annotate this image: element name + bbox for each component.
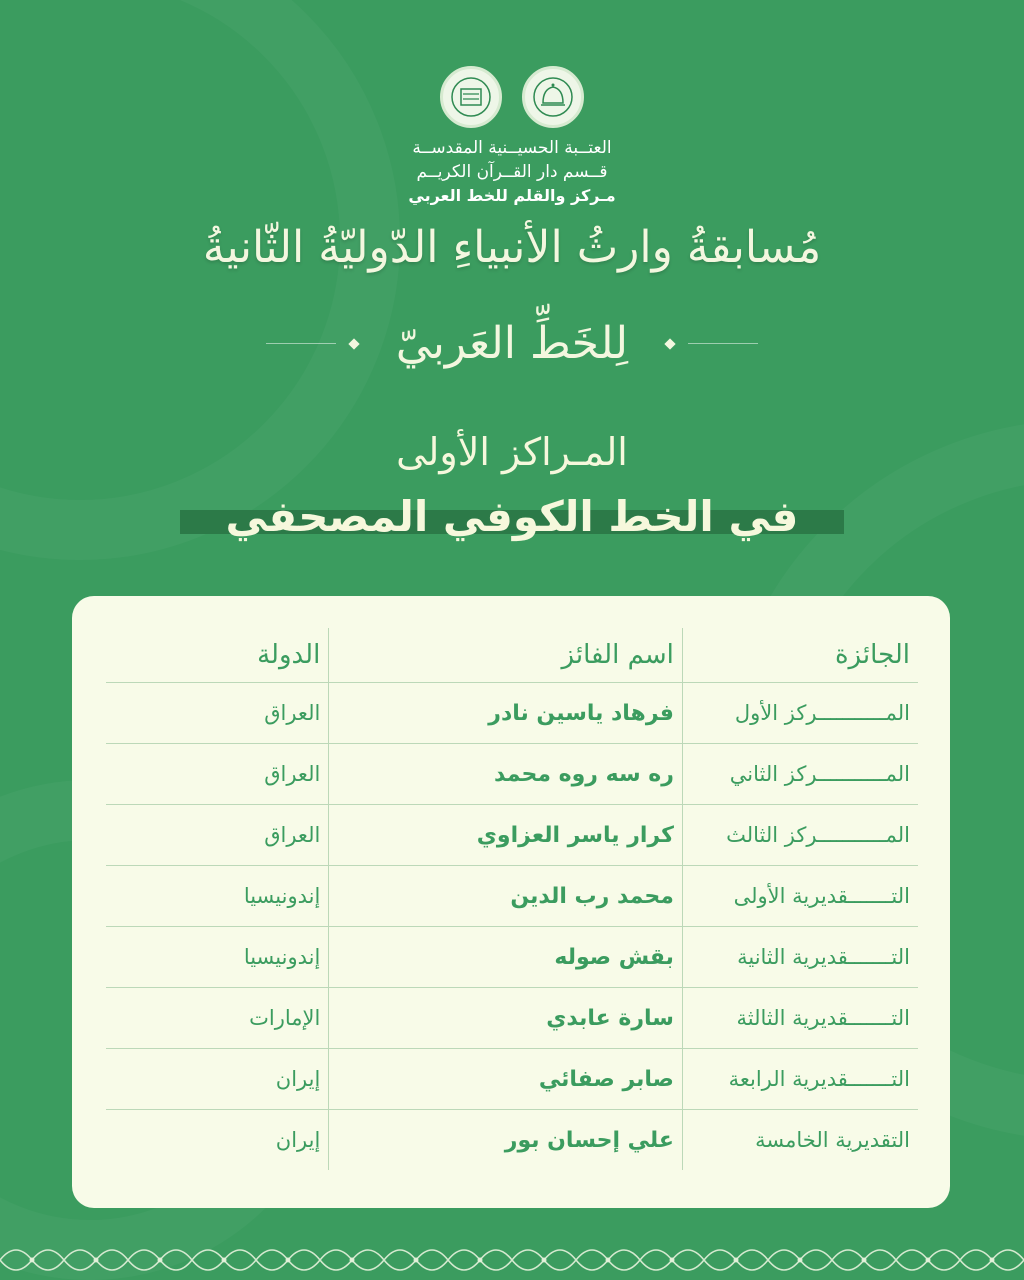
winner-cell: فرهاد ياسين نادر [329, 683, 683, 744]
table-row [106, 927, 918, 988]
winner-cell: سارة عابدي [329, 988, 683, 1049]
logo-row [0, 66, 1024, 128]
column-header-country: الدولة [106, 628, 329, 683]
country-cell: إيران [106, 1049, 329, 1110]
country-cell: العراق [106, 683, 329, 744]
winner-cell: كرار ياسر العزاوي [329, 805, 683, 866]
country-cell: الإمارات [106, 988, 329, 1049]
country-cell: إيران [275, 1128, 321, 1152]
prize-cell: التـــــــقديرية الثانية [682, 927, 918, 988]
table-row [106, 683, 918, 744]
prize-cell: التـــــــقديرية الرابعة [682, 1049, 918, 1110]
prize-cell: المـــــــــــركز الأول [682, 683, 918, 744]
column-header-prize: الجائزة [682, 628, 918, 683]
calligraphy-seal-icon [440, 66, 502, 128]
divider-line [266, 343, 336, 344]
prize-cell: المـــــــــــركز الثالث [682, 805, 918, 866]
competition-subtitle: لِلخَطِّ العَربيّ [395, 318, 629, 369]
table-row [106, 1049, 918, 1110]
column-header-winner: اسم الفائز [329, 628, 683, 683]
prize-cell: التقديرية الخامسة [755, 1128, 910, 1152]
prize-cell: التـــــــقديرية الأولى [682, 866, 918, 927]
competition-title: مُسابقةُ وارثُ الأنبياءِ الدّوليّةُ الثّانيةُ [202, 222, 822, 273]
winner-cell: محمد رب الدين [329, 866, 683, 927]
organization-line-2: قــسم دار القــرآن الكريــم [416, 162, 608, 182]
competition-subtitle-row [0, 318, 1024, 369]
country-cell: العراق [106, 805, 329, 866]
table-row [106, 744, 918, 805]
organization-line-1: العتــبة الحسيــنية المقدســة [412, 138, 612, 158]
winner-cell: بقش صوله [329, 927, 683, 988]
table-row [106, 988, 918, 1049]
country-cell: العراق [106, 744, 329, 805]
results-heading: المـراكز الأولى [396, 430, 628, 474]
results-table [106, 628, 918, 1170]
country-cell: إندونيسيا [106, 866, 329, 927]
table-row [106, 1110, 918, 1171]
divider-line [688, 343, 758, 344]
winner-cell: ره سه روه محمد [329, 744, 683, 805]
prize-cell: المـــــــــــركز الثاني [682, 744, 918, 805]
winner-cell: علي إحسان بور [329, 1110, 683, 1171]
table-row [106, 866, 918, 927]
shrine-dome-icon [522, 66, 584, 128]
table-row [106, 805, 918, 866]
diamond-icon [348, 338, 359, 349]
diamond-icon [664, 338, 675, 349]
country-cell: إندونيسيا [106, 927, 329, 988]
table-header-row [106, 628, 918, 683]
prize-cell: التـــــــقديرية الثالثة [682, 988, 918, 1049]
floral-vine-border-icon [0, 1220, 1024, 1280]
organization-line-3: مـركز والقلم للخط العربي [408, 186, 616, 205]
category-heading: في الخط الكوفي المصحفي [225, 492, 799, 541]
winner-cell: صابر صفائي [329, 1049, 683, 1110]
